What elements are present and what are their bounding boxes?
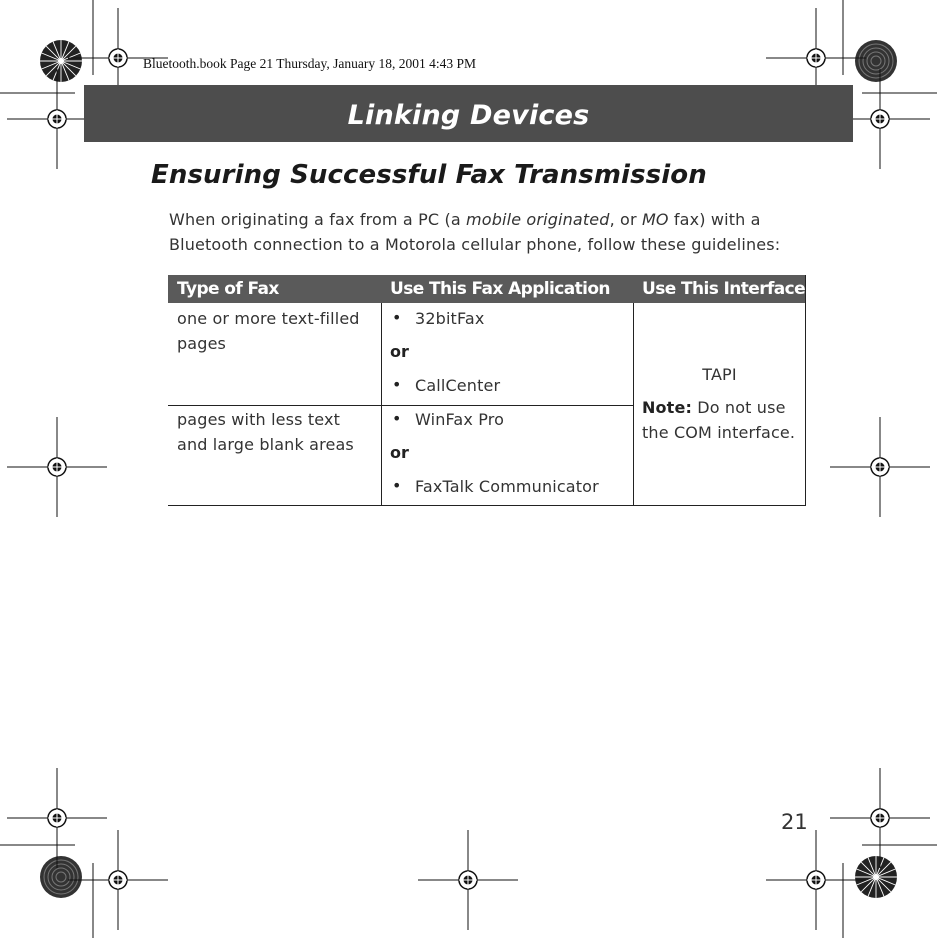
table-right-border	[805, 275, 806, 506]
intro-text-1: When originating a fax from a PC (a	[169, 210, 467, 229]
row1-app-1: 32bitFax	[415, 309, 485, 328]
table-bottom-border	[168, 505, 806, 506]
intro-emphasis-mo: MO	[641, 210, 669, 229]
chapter-title: Linking Devices	[347, 100, 590, 131]
intro-paragraph	[169, 207, 819, 257]
row2-app-1: WinFax Pro	[415, 410, 505, 429]
row2-fax-type: pages with less text and large blank areas	[177, 410, 354, 454]
intro-text-3: fax) with a Bluetooth connection to a Motorola cellular phone, follow these guidelines:	[169, 210, 781, 254]
row2-or-label: or	[390, 443, 409, 462]
intro-text-2: , or	[609, 210, 642, 229]
interface-note	[642, 395, 802, 445]
bullet-icon: •	[392, 375, 402, 394]
interface-value: TAPI	[702, 365, 737, 384]
chapter-banner	[84, 85, 853, 142]
row1-fax-type: one or more text-filled pages	[177, 309, 360, 353]
column-divider	[633, 303, 634, 506]
header-fax-application: Use This Fax Application	[390, 279, 610, 299]
row2-app-2: FaxTalk Communicator	[415, 477, 599, 496]
fax-guidelines-table	[168, 275, 806, 506]
row1-app-2: CallCenter	[415, 376, 501, 395]
header-interface: Use This Interface	[642, 279, 806, 299]
section-title: Ensuring Successful Fax Transmission	[151, 160, 707, 190]
row-divider	[168, 405, 633, 406]
print-slug-header: Bluetooth.book Page 21 Thursday, January 18, 2001 4:43 PM	[143, 56, 476, 71]
intro-emphasis-mobile-originated: mobile originated	[466, 210, 610, 229]
table-header-row	[168, 275, 806, 303]
bullet-icon: •	[392, 409, 402, 428]
note-text: Do not use the COM interface.	[642, 398, 796, 442]
page-number: 21	[781, 810, 808, 834]
note-label: Note:	[642, 398, 693, 417]
bullet-icon: •	[392, 476, 402, 495]
bullet-icon: •	[392, 308, 402, 327]
header-type-of-fax: Type of Fax	[177, 279, 279, 299]
row1-or-label: or	[390, 342, 409, 361]
